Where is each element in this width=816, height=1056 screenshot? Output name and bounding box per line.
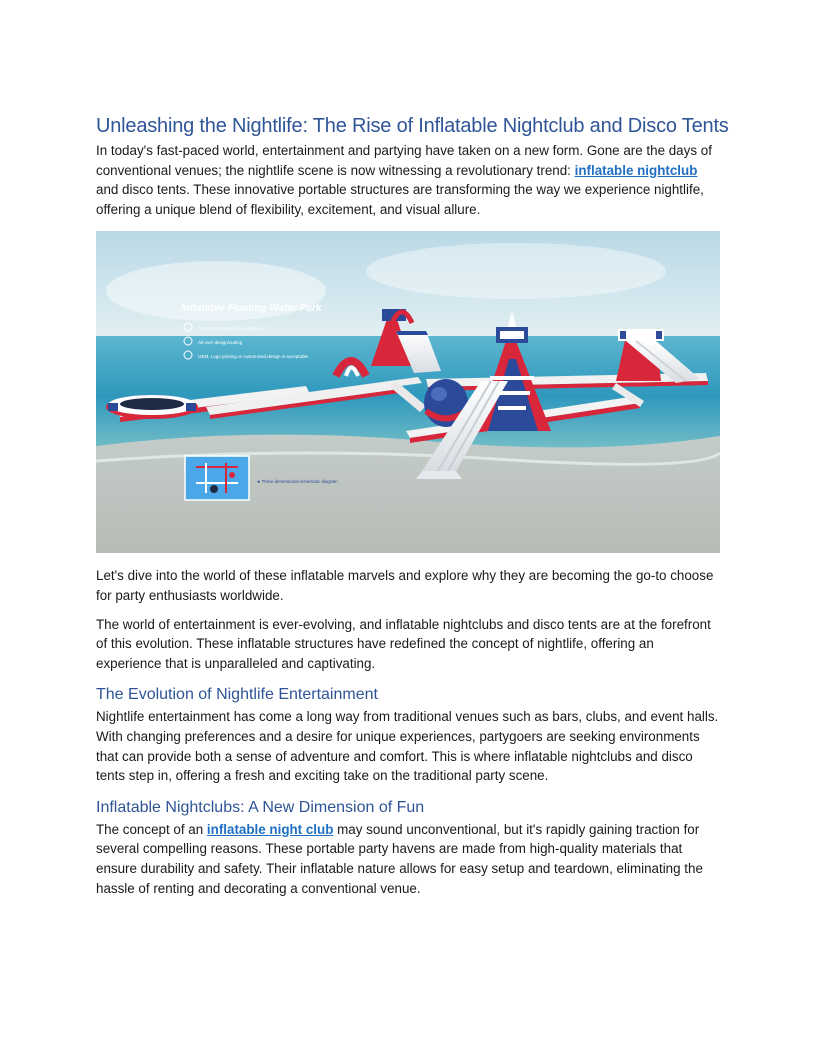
section2-text-after: may sound unconventional, but it's rapidly gaining traction for several compelling reasons. These portable party havens are made from high-quality materials that ensure durability and safety. Their inflatable nature allows for easy setup and teardown, eliminating the hassle of renting and decorating a conventional venue.: [96, 821, 703, 896]
page-title: Unleashing the Nightlife: The Rise of Inflatable Nightclub and Disco Tents: [96, 115, 729, 137]
schematic-inset: [185, 456, 249, 500]
image-bullet-3: OEM, Logo printing or customized design is acceptable: [198, 354, 309, 360]
image-bullet-2: All-over design/cutting: [198, 340, 243, 346]
image-caption-title: Inflatable Floating Water Park: [181, 303, 322, 315]
section2-text-before: The concept of an: [96, 821, 207, 837]
dive-paragraph: Let's dive into the world of these inflatable marvels and explore why they are becoming the go-to choose for party enthusiasts worldwide.: [96, 568, 714, 603]
image-bullet-1: 0.9mm PVC tarpaulin coated vinyl: [198, 326, 266, 332]
intro-text-after: and disco tents. These innovative portable structures are transforming the way we experience nightlife, offering a unique blend of flexibility, excitement, and visual allure.: [96, 182, 704, 217]
water-park-image: [96, 231, 720, 553]
section-evolution-heading: The Evolution of Nightlife Entertainment: [96, 686, 378, 704]
schematic-caption: ◄ Three dimensional schematic diagram: [256, 479, 338, 485]
trampoline: [106, 395, 198, 419]
section-nightclubs-heading: Inflatable Nightclubs: A New Dimension of Fun: [96, 798, 425, 816]
section-evolution-body: Nightlife entertainment has come a long way from traditional venues such as bars, clubs, and event halls. With changing preferences and a desire for unique experiences, partygoers are seeking environments that can provide both a sense of adventure and comfort. This is where inflatable nightclubs and disco tents step in, offering a fresh and exciting take on the traditional party scene.: [96, 709, 719, 784]
world-paragraph: The world of entertainment is ever-evolving, and inflatable nightclubs and disco tents are at the forefront of this evolution. These inflatable structures have redefined the concept of nightlife, offering an experience that is unparalleled and captivating.: [96, 616, 711, 671]
inflatable-nightclub-link[interactable]: inflatable nightclub: [574, 162, 698, 178]
intro-paragraph: [96, 141, 722, 219]
document-page: [96, 113, 729, 898]
inflatable-night-club-link[interactable]: inflatable night club: [206, 821, 334, 837]
section-nightclubs-body: [96, 820, 722, 898]
intro-text-before: In today's fast-paced world, entertainment and partying have taken on a new form. Gone are the days of conventional venues; the nightlife scene is now witnessing a revolutionary trend:: [96, 143, 712, 178]
